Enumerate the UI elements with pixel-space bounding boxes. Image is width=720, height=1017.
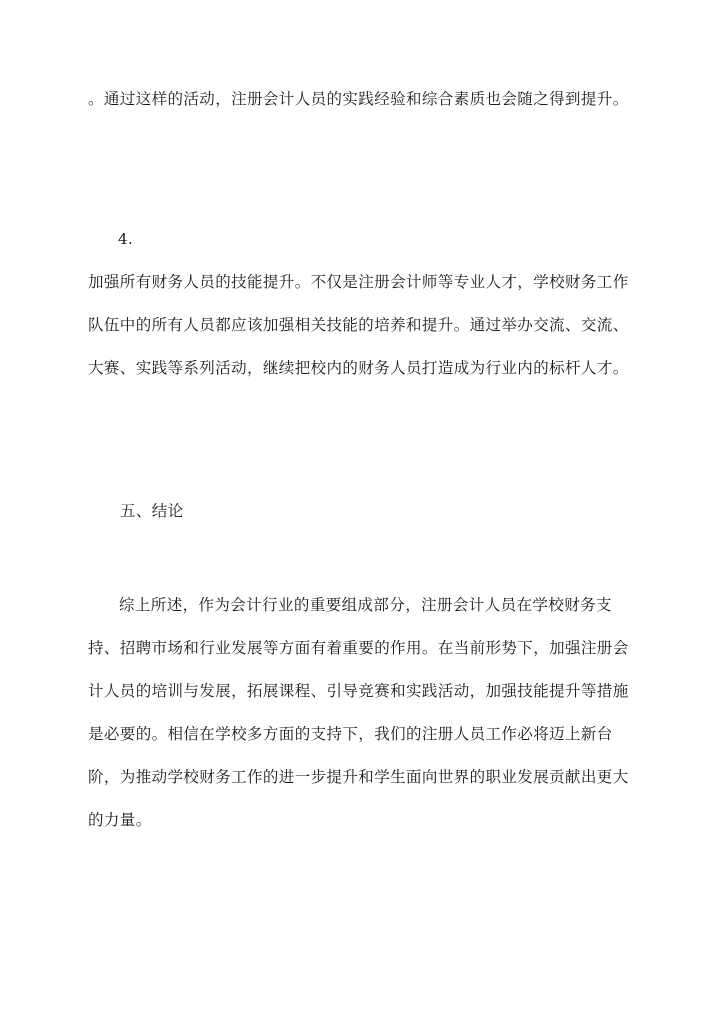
list-item-number: 4. <box>118 230 134 248</box>
section-heading: 五、结论 <box>120 502 184 520</box>
paragraph-continuation: 。通过这样的活动，注册会计人员的实践经验和综合素质也会随之得到提升。 <box>88 90 629 108</box>
paragraph-skills: 加强所有财务人员的技能提升。不仅是注册会计师等专业人才，学校财务工作队伍中的所有人员都应该加强相关技能的培养和提升。通过举办交流、交流、大赛、实践等系列活动，继续把校内的财务人员打造成为行业内的标杆人才。 <box>88 273 629 377</box>
paragraph-conclusion: 综上所述，作为会计行业的重要组成部分，注册会计人员在学校财务支持、招聘市场和行业发展等方面有着重要的作用。在当前形势下，加强注册会计人员的培训与发展，拓展课程、引导竞赛和实践活动，加强技能提升等措施是必要的。相信在学校多方面的支持下，我们的注册人员工作必将迈上新台阶，为推动学校财务工作的进一步提升和学生面向世界的职业发展贡献出更大的力量。 <box>88 596 629 829</box>
